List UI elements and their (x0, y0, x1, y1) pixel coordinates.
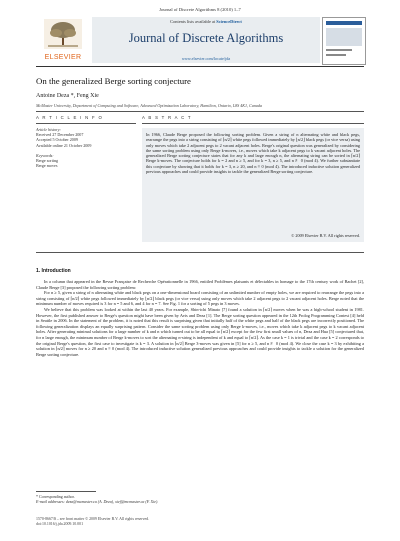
elsevier-logo (36, 17, 90, 63)
paragraph: In a column that appeared in the Revue Française de Recherche Opérationnelle in 1966, entitled Problèmes plaisants et délectables in homage to the 17th century work of Bachet [2], Claude Berge [3] proposed the following sorting problem: (36, 279, 364, 290)
accepted-date: Accepted 5 October 2009 (36, 137, 78, 143)
footnote-rule (36, 491, 96, 492)
article-info (36, 127, 136, 168)
keywords-label: Keywords: (36, 152, 54, 158)
online-date: Available online 21 October 2009 (36, 142, 92, 148)
paragraph: For n ≥ 5, given a string of n alternating white and black pegs on a one-dimensional board consisting of an unlimited number of empty holes, we are required to rearrange the pegs into a string consisting of ⌈n/2⌉ white pegs followed immediately by ⌊n/2⌋ black pegs (or vice versa) using only moves which take 2 adjacent pegs to 2 vacant adjacent holes. Berge noted that the minimum number of moves required is 3 for n = 5 and 6, and 4 for n = 7. See Fig. 1 for a sorting of 5 pegs in 3 moves. (36, 290, 364, 307)
doi-link[interactable]: doi:10.1016/j.jda.2009.10.001 (36, 521, 84, 526)
author-affiliation: McMaster University, Department of Computing and Software, Advanced Optimization Laboratory, Hamilton, Ontario, L8S 4K1, Canada (36, 103, 263, 108)
title-rule (36, 111, 364, 112)
keyword-item: Berge sorting (36, 158, 59, 164)
info-rule (36, 123, 136, 124)
elsevier-tree-icon (44, 19, 82, 49)
contents-line (92, 19, 320, 24)
abstract-rule (142, 123, 364, 124)
footnotes (36, 494, 364, 504)
abstract-copyright: © 2009 Elsevier B.V. All rights reserved. (291, 233, 360, 238)
received-date: Received 27 December 2007 (36, 132, 84, 138)
issn-line: 1570-8667/$ – see front matter © 2009 Elsevier B.V. All rights reserved. (36, 517, 150, 521)
article-info-heading: A R T I C L E I N F O (36, 115, 104, 120)
header-rule (36, 66, 364, 67)
journal-cover-thumbnail (322, 17, 366, 65)
journal-title: Journal of Discrete Algorithms (128, 31, 284, 45)
article-authors: Antoine Deza *, Feng Xie (36, 93, 99, 99)
intro-body (36, 279, 364, 357)
abstract-box (142, 128, 364, 242)
homepage-link[interactable]: www.elsevier.com/locate/jda (181, 56, 231, 61)
publisher-wordmark: ELSEVIER (44, 54, 82, 61)
keyword-item: Berge moves (36, 163, 58, 169)
article-title: On the generalized Berge sorting conjecture (36, 76, 191, 86)
corresponding-author-note: * Corresponding author. (36, 494, 75, 499)
abstract-text: In 1966, Claude Berge proposed the following sorting problem. Given a string of n alternating white and black pegs, rearrange the pegs into a string consisting of ⌈n/2⌉ white pegs followed immediately by ⌊n/2⌋ black pegs (or vice versa) using only moves which take 2 adjacent pegs to 2 vacant adjacent holes. Berge's original question was generalized by considering the same sorting problem using only Berge k-moves, i.e., moves which take k adjacent pegs to k vacant adjacent holes. The generalized Berge sorting conjecture states that for any k and large enough n, the alternating string can be sorted in ⌈n/2⌉ Berge k-moves. The conjecture holds for k = 2 and n ≥ 5, and for k = 3, n ≥ 5, and n ≢ 0 (mod 4). We further substantiate this conjecture by showing that it holds for k = 3, n ≥ 20, and n ≡ 0 (mod 4). The introduced inductive solution generalized previous approaches and could provide insights to tackle the generalized Berge sorting conjecture. (146, 132, 360, 174)
sciencedirect-link[interactable]: ScienceDirect (216, 19, 242, 24)
abstract-heading: A B S T R A C T (142, 115, 192, 120)
bottom-info (36, 517, 364, 527)
section-heading: 1. Introduction (36, 268, 71, 274)
abstract-bottom-rule (36, 252, 364, 253)
paragraph: We believe that this problem was looked at within the last 40 years. For example, Shin-ichi Minato [7] found a solution in ⌈n/2⌉ moves when he was a high-school student in 1981. However, the first published answer to Berge's question might have been given by Avis and Deza [1]. The Berge sorting question appeared in the 12th Prolog Programming Contest [4] held in Seattle in 2006. In the statement of the problem, it is noted that this result is surprising given that initially half of the white pegs and half of the black pegs are incorrectly positioned. The following generalization displays an equally surprising pattern. Consider the same sorting problem using only Berge k-moves, i.e., moves which take k adjacent pegs to k vacant adjacent holes. After generating minimal solutions for a large number of k and n which turned out to be all equal to ⌈n/2⌉ except for the few first small values of n, Deza and Hua [5] conjectured that, for n large enough, the minimum number of Berge k-moves to sort the alternating n-string is independent of k and equal to ⌈n/2⌉. As the case k = 1 is trivial and the case k = 2 corresponds to the original Berge's question, the first case to investigate is k = 3. A solution in ⌈n/2⌉ Berge 3-moves was given in [5] for n ≥ 5, and n ≢ 0 (mod 4). We close the case k = 3 by exhibiting a solution in ⌈n/2⌉ moves for n ≥ 20 and n ≡ 0 (mod 4). The introduced inductive solution generalized previous approaches and could provide insights to tackle a solution for the generalized Berge sorting conjecture. (36, 306, 364, 357)
email-note: E-mail addresses: deza@mcmaster.ca (A. Deza), xief@mcmaster.ca (F. Xie). (36, 499, 159, 504)
journal-banner (92, 17, 320, 63)
history-label: Article history: (36, 127, 61, 132)
running-head: Journal of Discrete Algorithms 8 (2010) 1–7 (159, 7, 241, 12)
journal-homepage (92, 56, 320, 61)
contents-prefix: Contents lists available at (170, 19, 216, 24)
